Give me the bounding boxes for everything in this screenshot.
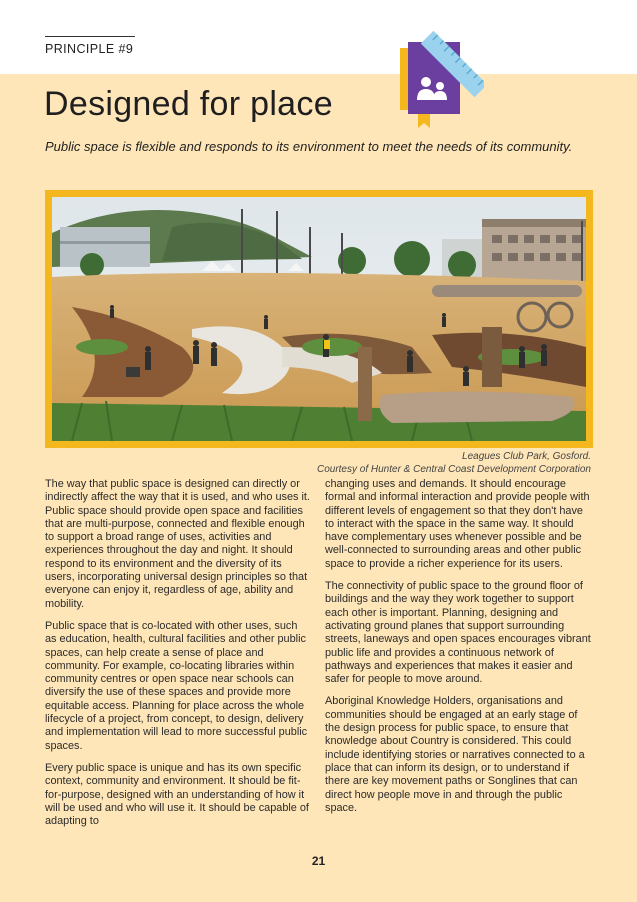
principle-label: PRINCIPLE #9 (45, 42, 134, 56)
park-photo (52, 197, 586, 441)
photo-caption-location: Leagues Club Park, Gosford. (462, 451, 591, 462)
body-column-right (325, 478, 591, 824)
photo-frame (45, 190, 593, 448)
page-subtitle: Public space is flexible and responds to its environment to meet the needs of its community. (45, 139, 573, 154)
photo-caption-credit: Courtesy of Hunter & Central Coast Development Corporation (316, 463, 591, 475)
people-ruler-icon (396, 30, 484, 130)
body-column-left (45, 478, 311, 837)
body-paragraph: Every public space is unique and has its own specific context, community and environment. It should be fit-for-purpose, designed with an understanding of how it will be used and who will use it. It should be capable of adapting to (45, 761, 309, 828)
body-paragraph: Public space that is co-located with other uses, such as education, health, cultural facilities and other public spaces, can help create a sense of place and community. For example, co-locating libraries within community centres or open space near schools can diversify the use of these spaces and provide more equitable access. Planning for place across the whole lifecycle of a project, from concept, to design, delivery and implementation will lead to more successful public spaces. (45, 619, 308, 752)
principle-rule (45, 36, 135, 37)
body-paragraph: changing uses and demands. It should encourage formal and informal interaction and provide people with different levels of engagement so that they don't have to interact with the space in the same way. It should have complementary uses whenever possible and be well-connected to surrounding areas and other public space to provide a richer experience for its users. (325, 478, 590, 570)
body-paragraph: The connectivity of public space to the ground floor of buildings and the way they work together to support each other is important. Planning, designing and activating ground planes that support surrounding streets, laneways and open spaces encourages vibrant public life and provides a continuous network of pathways and experiences that makes it easier and safer for people to move around. (325, 580, 591, 686)
body-paragraph: The way that public space is designed can directly or indirectly affect the way that it is used, and who uses it. Public space should provide open space and facilities that are multi-purpose, connected and flexible enough to support a broad range of uses, activities and experiences throughout the day and night. It should respond to its environment and the diversity of its users, incorporating universal design principles so that everyone can enjoy it, regardless of age, ability and mobility. (45, 478, 310, 610)
bookmark-icon (418, 114, 430, 128)
header-band (0, 0, 637, 74)
page-number: 21 (311, 854, 326, 868)
page-title: Designed for place (44, 85, 333, 123)
body-paragraph: Aboriginal Knowledge Holders, organisations and communities should be engaged at an early stage of the design process for public space, to ensure that knowledge about Country is considered. This could include identifying stories or narratives connected to a place that can inform its design, or to understand if there are key movement paths or Songlines that can direct how people move in and through the public space. (325, 695, 585, 814)
photo-caption (317, 451, 591, 476)
